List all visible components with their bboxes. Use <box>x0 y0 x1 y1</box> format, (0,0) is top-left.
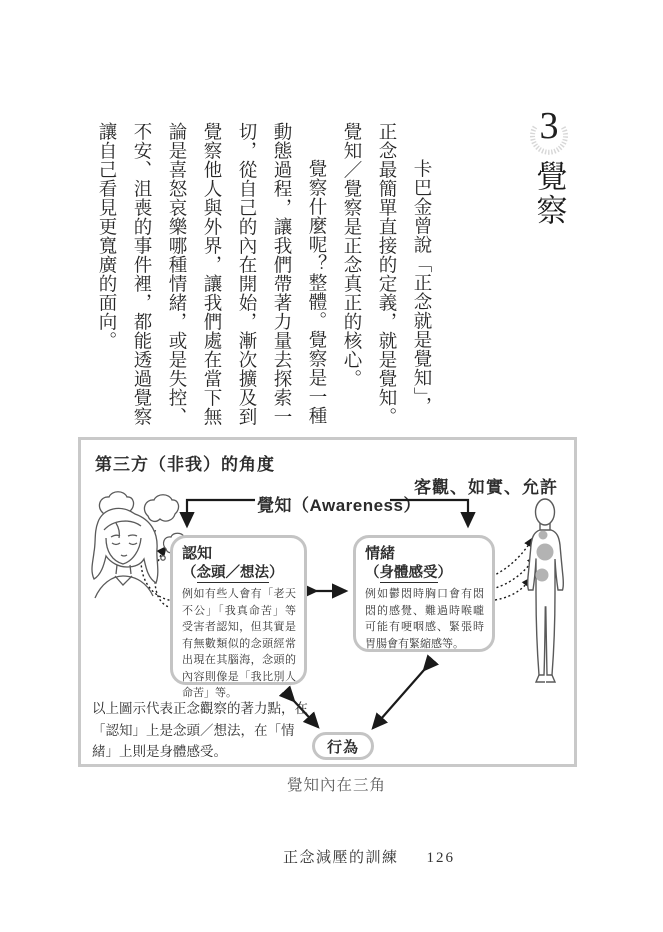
essay-column: 切，從自己的內在開始，漸次擴及到 <box>236 122 256 426</box>
behavior-label: 行為 <box>326 738 359 756</box>
behavior-box <box>312 732 374 760</box>
chapter-number: 3 <box>539 105 559 147</box>
emotion-box <box>353 535 495 652</box>
essay-column: 不安、沮喪的事件裡，都能透過覺察 <box>131 122 151 426</box>
awareness-triangle-diagram <box>78 437 577 767</box>
cognition-subtitle: （念頭／想法） <box>182 565 284 581</box>
essay-column: 卡巴金曾說「正念就是覺知」， <box>411 159 431 416</box>
essay-column: 論是喜怒哀樂哪種情緒，或是失控、 <box>166 122 186 426</box>
emotion-body: 例如鬱悶時胸口會有悶悶的感覺、難過時喉嚨可能有哽咽感、緊張時胃腸會有緊縮感等。 <box>365 588 484 650</box>
footer-book-title: 正念減壓的訓練 <box>283 850 399 866</box>
page-number: 126 <box>426 850 456 866</box>
diagram-note: 以上圖示代表正念觀察的著力點，在「認知」上是念頭／想法，在「情緒」上則是身體感受。 <box>92 701 308 759</box>
essay-column: 覺知／覺察是正念真正的核心。 <box>341 122 361 388</box>
diagram-title: 第三方（非我）的角度 <box>95 455 275 474</box>
essay-column: 正念最簡單直接的定義，就是覺知。 <box>376 122 396 426</box>
essay-text <box>88 122 438 426</box>
cognition-box <box>170 535 307 699</box>
page-footer <box>283 846 455 867</box>
awareness-label: 覺知（Awareness） <box>257 496 421 515</box>
stance-label: 客觀、如實、允許 <box>414 478 558 497</box>
emotion-title: 情緒 <box>365 545 396 562</box>
essay-column: 覺察什麼呢？整體。覺察是一種 <box>306 159 326 425</box>
essay-column: 動態過程，讓我們帶著力量去探索一 <box>271 122 291 426</box>
chapter-title: 覺察 <box>531 160 567 228</box>
essay-column: 讓自己看見更寬廣的面向。 <box>96 122 116 350</box>
essay-column: 覺察他人與外界，讓我們處在當下無 <box>201 122 221 426</box>
chapter-number-badge <box>521 104 577 156</box>
figure-caption: 覺知內在三角 <box>287 777 387 794</box>
chapter-header <box>521 104 577 228</box>
body-silhouette-illustration <box>524 497 574 693</box>
emotion-subtitle: （身體感受） <box>365 565 452 581</box>
cognition-body: 例如有些人會有「老天不公」「我真命苦」等受害者認知，但其實是有無數類似的念頭經常出現在其腦海，念頭的內容則像是「我比別人命苦」等。 <box>182 588 296 699</box>
cognition-title: 認知 <box>182 545 213 562</box>
